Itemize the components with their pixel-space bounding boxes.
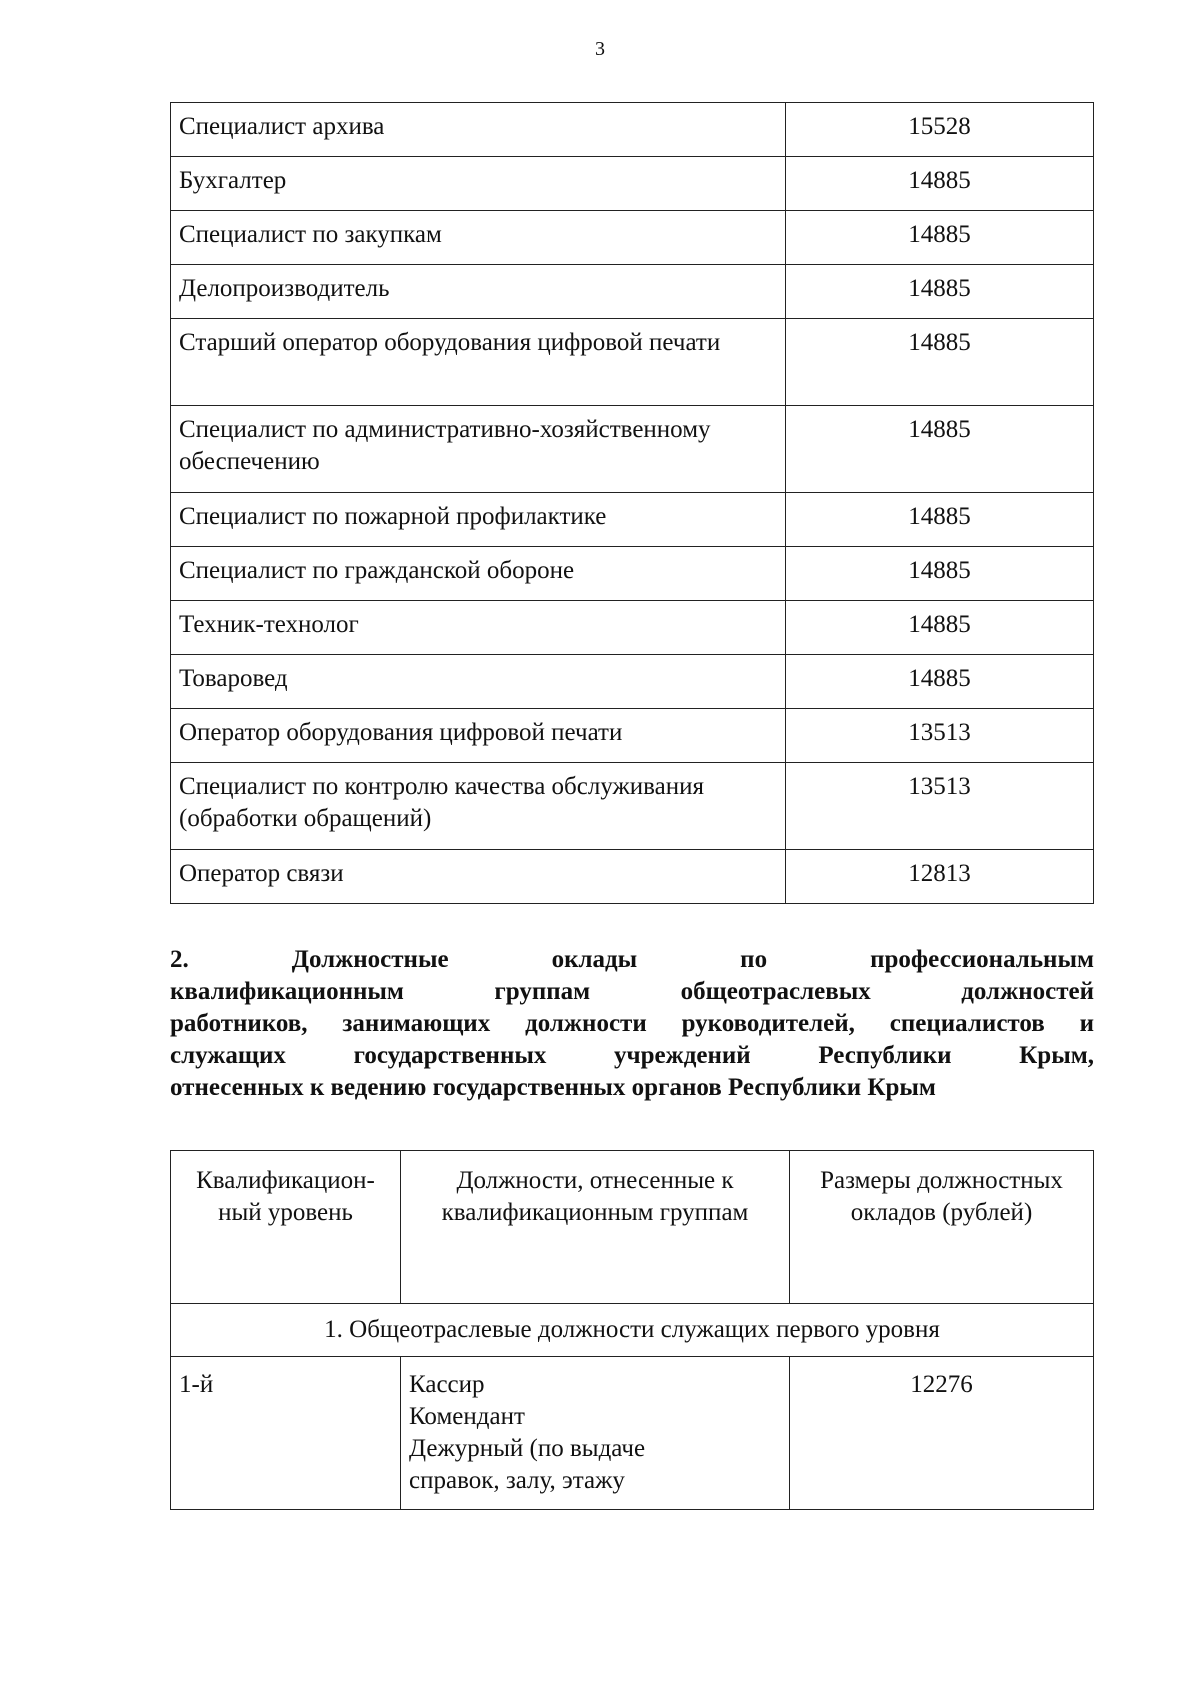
table-row [171, 211, 1094, 265]
table-header-row [171, 1151, 1094, 1304]
qualification-table [170, 1150, 1094, 1510]
table-row [171, 157, 1094, 211]
table-row [171, 265, 1094, 319]
salary-cell: 12813 [786, 850, 1094, 904]
section-heading-line: работников, занимающих должности руководителей, специалистов и [170, 1010, 1094, 1037]
salary-cell: 14885 [786, 601, 1094, 655]
table-row [171, 319, 1094, 406]
salary-cell: 14885 [786, 406, 1094, 493]
position-cell: Товаровед [171, 655, 786, 709]
position-cell: Специалист по контролю качества обслуживания (обработки обращений) [171, 763, 786, 850]
position-cell: Специалист архива [171, 103, 786, 157]
position-item: Дежурный (по выдаче [409, 1435, 646, 1462]
table-row [171, 655, 1094, 709]
position-cell: Оператор оборудования цифровой печати [171, 709, 786, 763]
table-row [171, 709, 1094, 763]
table-row [171, 547, 1094, 601]
position-cell: Делопроизводитель [171, 265, 786, 319]
salary-cell: 15528 [786, 103, 1094, 157]
column-header-positions: Должности, отнесенные к квалификационным группам [401, 1151, 790, 1304]
salary-cell: 14885 [786, 211, 1094, 265]
position-cell: Специалист по пожарной профилактике [171, 493, 786, 547]
column-header-salary: Размеры должностных окладов (рублей) [790, 1151, 1094, 1304]
page-number: 3 [595, 38, 605, 60]
position-item: справок, залу, этажу [409, 1467, 625, 1494]
column-header-level: Квалификацион-ный уровень [171, 1151, 401, 1304]
position-cell: Специалист по гражданской обороне [171, 547, 786, 601]
position-cell: Старший оператор оборудования цифровой печати [171, 319, 786, 406]
position-cell: Бухгалтер [171, 157, 786, 211]
table-row [171, 763, 1094, 850]
section-heading [170, 944, 1094, 1104]
section-heading-line: отнесенных к ведению государственных органов Республики Крым [170, 1074, 936, 1101]
salary-table [170, 102, 1094, 904]
table-row [171, 601, 1094, 655]
table-row [171, 406, 1094, 493]
position-item: Кассир [409, 1371, 485, 1398]
section-heading-line: квалификационным группам общеотраслевых должностей [170, 978, 1094, 1005]
level-cell: 1-й [171, 1357, 401, 1510]
salary-cell: 14885 [786, 319, 1094, 406]
table-row [171, 850, 1094, 904]
section-heading-line: 2. Должностные оклады по профессиональным [170, 946, 1094, 973]
position-item: Комендант [409, 1403, 525, 1430]
salary-cell: 13513 [786, 709, 1094, 763]
position-cell: Специалист по административно-хозяйственному обеспечению [171, 406, 786, 493]
salary-cell: 14885 [786, 157, 1094, 211]
salary-cell: 14885 [786, 265, 1094, 319]
group-title: 1. Общеотраслевые должности служащих первого уровня [171, 1304, 1094, 1357]
table-row [171, 103, 1094, 157]
positions-cell [401, 1357, 790, 1510]
salary-cell: 14885 [786, 547, 1094, 601]
salary-cell: 14885 [786, 655, 1094, 709]
position-cell: Специалист по закупкам [171, 211, 786, 265]
table-row [171, 493, 1094, 547]
salary-cell: 12276 [790, 1357, 1094, 1510]
table-row [171, 1357, 1094, 1510]
salary-cell: 14885 [786, 493, 1094, 547]
salary-cell: 13513 [786, 763, 1094, 850]
position-cell: Техник-технолог [171, 601, 786, 655]
group-title-row [171, 1304, 1094, 1357]
position-cell: Оператор связи [171, 850, 786, 904]
section-heading-line: служащих государственных учреждений Республики Крым, [170, 1042, 1094, 1069]
